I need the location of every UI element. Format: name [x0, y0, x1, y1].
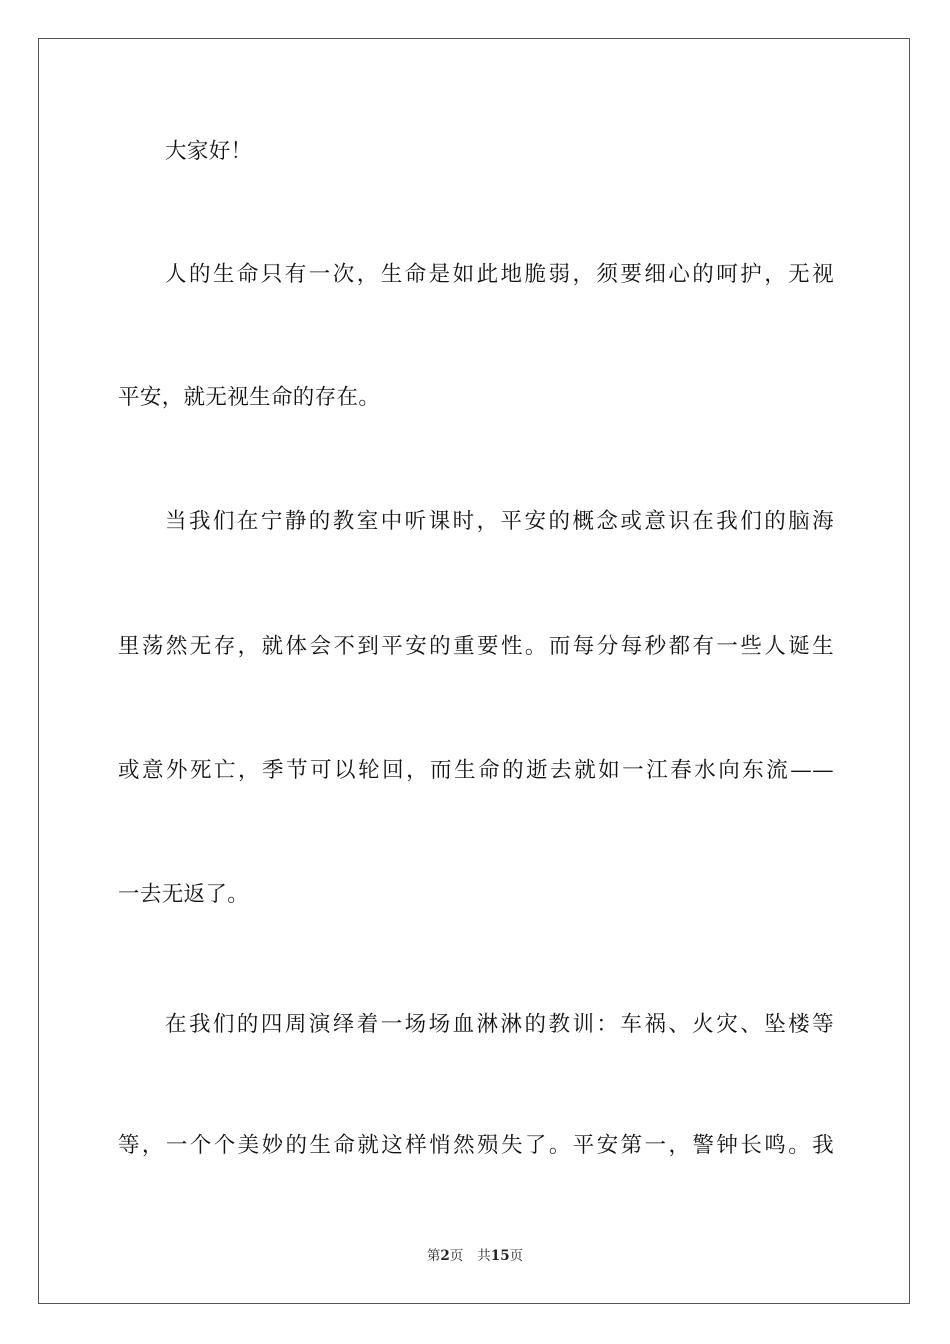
total-pages: 15 [490, 1248, 510, 1264]
page-border [38, 38, 910, 1304]
paragraph-2-line-2: 里荡然无存，就体会不到平安的重要性。而每分每秒都有一些人诞生 [118, 634, 834, 659]
total-prefix: 共 [477, 1248, 491, 1264]
paragraph-3-line-1: 在我们的四周演绎着一场场血淋淋的教训：车祸、火灾、坠楼等 [165, 1012, 834, 1037]
page-prefix: 第 [426, 1248, 441, 1264]
paragraph-1-line-1: 人的生命只有一次，生命是如此地脆弱，须要细心的呵护，无视 [165, 262, 834, 287]
paragraph-2-line-4: 一去无返了。 [118, 882, 250, 907]
page-suffix: 页 [449, 1248, 464, 1264]
paragraph-3-line-2: 等，一个个美妙的生命就这样悄然殒失了。平安第一，警钟长鸣。我 [118, 1133, 834, 1158]
page-footer [0, 1247, 950, 1265]
page-number: 2 [440, 1248, 450, 1264]
greeting-line: 大家好！ [165, 139, 253, 164]
total-suffix: 页 [509, 1248, 524, 1264]
paragraph-1-line-2: 平安，就无视生命的存在。 [118, 385, 381, 410]
paragraph-2-line-1: 当我们在宁静的教室中听课时，平安的概念或意识在我们的脑海 [165, 509, 834, 534]
paragraph-2-line-3: 或意外死亡，季节可以轮回，而生命的逝去就如一江春水向东流—— [118, 758, 834, 783]
